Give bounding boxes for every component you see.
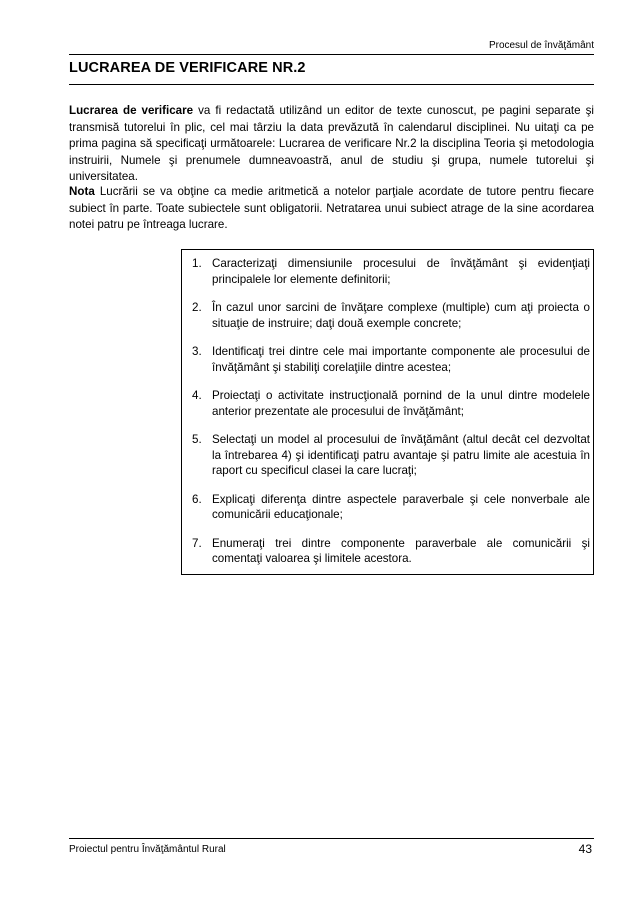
- question-text: În cazul unor sarcini de învăţare complexe (multiple) cum aţi proiecta o situaţie de instruire; daţi două exemple concrete;: [212, 301, 590, 330]
- question-number: 2.: [192, 301, 202, 314]
- questions-list: [192, 256, 590, 567]
- footer-project-name: Proiectul pentru Învăţământul Rural: [69, 844, 226, 855]
- question-text: Explicaţi diferenţa dintre aspectele paraverbale şi cele nonverbale ale comunicării educaţionale;: [212, 492, 590, 521]
- intro-paragraph: [69, 103, 594, 186]
- question-item: [192, 492, 590, 523]
- question-item: [192, 388, 590, 419]
- question-item: [192, 256, 590, 287]
- question-text: Selectaţi un model al procesului de învăţământ (altul decât cel dezvoltat la întrebarea 4) şi identificaţi patru avantaje şi patru limite ale acestuia în raport cu specificul clasei la care lucraţi;: [212, 433, 590, 477]
- question-text: Enumeraţi trei dintre componente paraverbale ale comunicării şi comentaţi valoarea şi limitele acestora.: [212, 536, 590, 565]
- question-number: 4.: [192, 389, 202, 402]
- question-item: [192, 344, 590, 375]
- intro-lead: Lucrarea de verificare: [69, 104, 194, 117]
- note-lead: Nota: [69, 185, 95, 198]
- question-number: 1.: [192, 257, 202, 270]
- footer-rule: [69, 838, 594, 839]
- question-number: 5.: [192, 433, 202, 446]
- intro-text: va fi redactată utilizând un editor de texte cunoscut, pe pagini separate şi transmisă tutorelui în plic, cel mai târziu la data prevăzută în calendarul disciplinei. Nu uitaţi ca pe prima pagina să specificaţi următoarele: Lucrarea de verificare Nr.2 la disciplina Teoria şi metodologia instruirii, Numele şi prenumele dumneavoastră, anul de studiu şi grupa, numele tutorelui şi universitatea.: [69, 104, 594, 183]
- note-paragraph: [69, 184, 594, 234]
- question-number: 7.: [192, 536, 202, 550]
- page-number: 43: [578, 842, 592, 856]
- questions-box: [181, 249, 594, 575]
- question-text: Identificaţi trei dintre cele mai importante componente ale procesului de învăţământ şi stabiliţi corelaţiile dintre acestea;: [212, 345, 590, 374]
- question-text: Caracterizaţi dimensiunile procesului de învăţământ şi evidenţiaţi principalele lor elemente definitorii;: [212, 257, 590, 286]
- question-item: [192, 300, 590, 331]
- title-rule: [69, 84, 594, 85]
- page-title: LUCRAREA DE VERIFICARE NR.2: [69, 60, 306, 76]
- running-header: Procesul de învăţământ: [488, 40, 594, 51]
- header-rule: [69, 54, 594, 55]
- question-number: 6.: [192, 492, 202, 506]
- question-item: [192, 536, 590, 567]
- question-item: [192, 432, 590, 479]
- note-text: Lucrării se va obţine ca medie aritmetică a notelor parţiale acordate de tutore pentru fiecare subiect în parte. Toate subiectele sunt obligatorii. Netratarea unui subiect atrage de la sine acordarea notei patru pe întreaga lucrare.: [69, 185, 594, 231]
- question-text: Proiectaţi o activitate instrucţională pornind de la unul dintre modelele anterior prezentate ale procesului de învăţământ;: [212, 389, 590, 418]
- question-number: 3.: [192, 345, 202, 358]
